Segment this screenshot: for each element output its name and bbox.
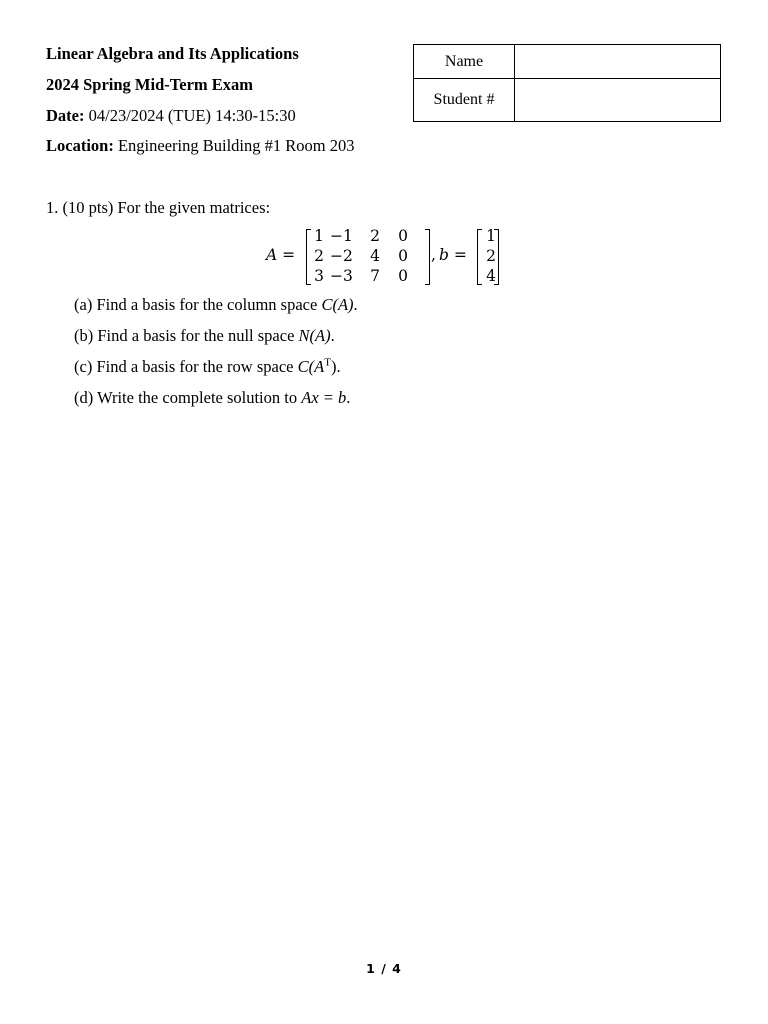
- matrix-a-entry: 2: [314, 247, 324, 265]
- question-1c-suffix: .: [336, 357, 341, 376]
- matrix-a-entry: 0: [398, 267, 408, 285]
- location-label: Location:: [46, 136, 114, 155]
- question-1c-transpose: T: [324, 356, 331, 369]
- matrix-a-entry: 0: [398, 227, 408, 245]
- question-1d-text: (d) Write the complete solution to: [74, 388, 302, 407]
- question-1-prompt: 1. (10 pts) For the given matrices:: [46, 198, 271, 217]
- vector-b-label: b =: [439, 246, 467, 264]
- vector-b-entry: 2: [486, 247, 496, 265]
- date-value: 04/23/2024 (TUE) 14:30-15:30: [88, 106, 296, 125]
- matrix-a-entry: −1: [330, 227, 353, 245]
- exam-date: [46, 106, 296, 126]
- question-1a-text: (a) Find a basis for the column space: [74, 295, 322, 314]
- matrix-a-entry: 3: [314, 267, 324, 285]
- matrix-a-entry: 0: [398, 247, 408, 265]
- matrix-a-entry: 1: [314, 227, 324, 245]
- name-field[interactable]: [515, 45, 721, 79]
- question-1a-math: C(A): [321, 295, 354, 314]
- question-1d-suffix: .: [346, 388, 351, 407]
- matrix-a-right-bracket: [425, 229, 430, 285]
- matrix-a-entry: 2: [370, 227, 380, 245]
- exam-title: 2024 Spring Mid-Term Exam: [46, 75, 254, 94]
- vector-b: [477, 227, 499, 285]
- question-1a-suffix: .: [353, 295, 358, 314]
- vector-b-entry: 4: [486, 267, 496, 285]
- matrix-separator: ,: [431, 246, 436, 264]
- student-number-label: Student #: [414, 79, 515, 122]
- question-1a: [74, 295, 358, 315]
- vector-b-entry: 1: [486, 227, 496, 245]
- question-1b-suffix: .: [330, 326, 335, 345]
- date-label: Date:: [46, 106, 85, 125]
- matrix-a-entry: 4: [370, 247, 380, 265]
- question-1b-math: N(A): [298, 326, 331, 345]
- course-title: Linear Algebra and Its Applications: [46, 44, 299, 63]
- student-id-box: [413, 44, 721, 122]
- question-1c-math: C(A: [297, 357, 325, 376]
- question-1c: [74, 357, 341, 377]
- student-number-field[interactable]: [515, 79, 721, 122]
- matrix-a-entry: −3: [330, 267, 353, 285]
- matrix-a-label: A =: [266, 246, 296, 264]
- question-1b-text: (b) Find a basis for the null space: [74, 326, 299, 345]
- name-label: Name: [414, 45, 515, 79]
- question-1c-math-close: ): [330, 357, 337, 376]
- matrix-a-entry: −2: [330, 247, 353, 265]
- matrix-a-entry: 7: [370, 267, 380, 285]
- question-1d-math: Ax = b: [301, 388, 347, 407]
- location-value: Engineering Building #1 Room 203: [117, 136, 355, 155]
- page-indicator: 1 / 4: [366, 961, 402, 976]
- matrix-a: [306, 227, 430, 285]
- question-1c-text: (c) Find a basis for the row space: [74, 357, 298, 376]
- question-1b: [74, 326, 335, 346]
- question-1d: [74, 388, 350, 408]
- exam-location: [46, 136, 354, 156]
